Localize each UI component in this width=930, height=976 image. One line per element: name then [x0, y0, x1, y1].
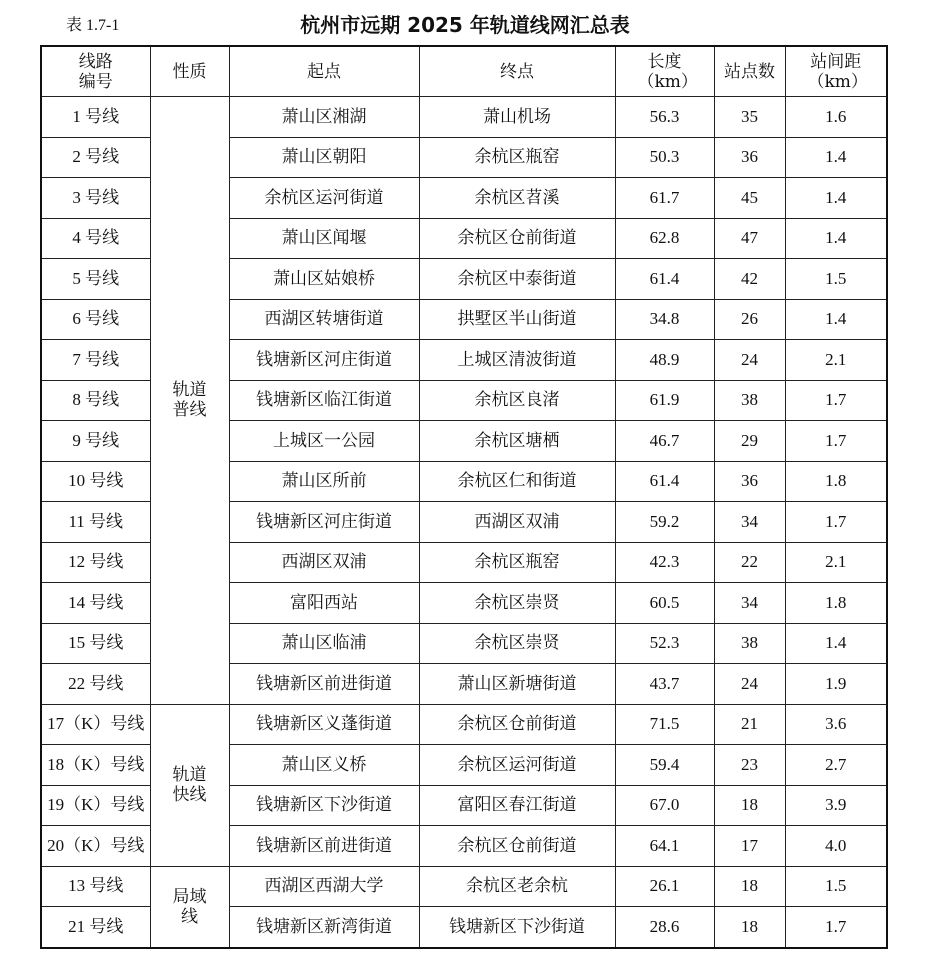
header-start: 起点: [229, 46, 419, 97]
cell-start: 富阳西站: [229, 583, 419, 624]
cell-length: 56.3: [615, 97, 714, 138]
cell-stations: 45: [714, 178, 785, 219]
cell-line: 4 号线: [41, 218, 150, 259]
cell-start: 西湖区双浦: [229, 542, 419, 583]
cell-stations: 38: [714, 380, 785, 421]
table-title: 杭州市远期 2025 年轨道线网汇总表: [300, 13, 630, 37]
table-row: [41, 97, 887, 138]
cell-stations: 22: [714, 542, 785, 583]
cell-start: 西湖区西湖大学: [229, 866, 419, 907]
cell-spacing: 2.1: [785, 542, 887, 583]
header-type: 性质: [150, 46, 229, 97]
cell-line: 14 号线: [41, 583, 150, 624]
header-row: [41, 46, 887, 97]
header-stations: 站点数: [714, 46, 785, 97]
cell-spacing: 1.6: [785, 97, 887, 138]
cell-end: 上城区清波街道: [419, 340, 615, 381]
cell-length: 61.7: [615, 178, 714, 219]
cell-stations: 42: [714, 259, 785, 300]
cell-length: 52.3: [615, 623, 714, 664]
cell-spacing: 1.4: [785, 137, 887, 178]
cell-spacing: 1.4: [785, 623, 887, 664]
cell-spacing: 1.4: [785, 299, 887, 340]
cell-line: 9 号线: [41, 421, 150, 462]
cell-line: 6 号线: [41, 299, 150, 340]
cell-end: 余杭区塘栖: [419, 421, 615, 462]
cell-type: 轨道快线: [150, 704, 229, 866]
cell-end: 余杭区仓前街道: [419, 704, 615, 745]
cell-stations: 23: [714, 745, 785, 786]
cell-line: 21 号线: [41, 907, 150, 948]
cell-stations: 35: [714, 97, 785, 138]
cell-spacing: 1.8: [785, 461, 887, 502]
cell-spacing: 4.0: [785, 826, 887, 867]
cell-spacing: 1.5: [785, 866, 887, 907]
cell-start: 萧山区闻堰: [229, 218, 419, 259]
cell-stations: 34: [714, 502, 785, 543]
cell-start: 萧山区朝阳: [229, 137, 419, 178]
cell-spacing: 1.7: [785, 907, 887, 948]
cell-length: 61.9: [615, 380, 714, 421]
cell-length: 71.5: [615, 704, 714, 745]
cell-end: 余杭区崇贤: [419, 623, 615, 664]
cell-spacing: 3.9: [785, 785, 887, 826]
cell-end: 拱墅区半山街道: [419, 299, 615, 340]
cell-length: 67.0: [615, 785, 714, 826]
table-row: [41, 704, 887, 745]
cell-line: 18（K）号线: [41, 745, 150, 786]
cell-type: 局域线: [150, 866, 229, 948]
cell-line: 2 号线: [41, 137, 150, 178]
cell-length: 48.9: [615, 340, 714, 381]
cell-line: 17（K）号线: [41, 704, 150, 745]
cell-length: 59.4: [615, 745, 714, 786]
cell-spacing: 1.5: [785, 259, 887, 300]
cell-end: 余杭区仓前街道: [419, 826, 615, 867]
cell-spacing: 1.4: [785, 178, 887, 219]
cell-spacing: 1.7: [785, 380, 887, 421]
cell-start: 钱塘新区临江街道: [229, 380, 419, 421]
cell-start: 钱塘新区义蓬街道: [229, 704, 419, 745]
header-end: 终点: [419, 46, 615, 97]
cell-end: 余杭区良渚: [419, 380, 615, 421]
cell-line: 20（K）号线: [41, 826, 150, 867]
cell-spacing: 2.1: [785, 340, 887, 381]
cell-stations: 47: [714, 218, 785, 259]
cell-line: 7 号线: [41, 340, 150, 381]
cell-end: 余杭区瓶窑: [419, 542, 615, 583]
cell-start: 钱塘新区河庄街道: [229, 340, 419, 381]
cell-start: 钱塘新区河庄街道: [229, 502, 419, 543]
cell-line: 11 号线: [41, 502, 150, 543]
cell-stations: 24: [714, 340, 785, 381]
cell-line: 13 号线: [41, 866, 150, 907]
cell-line: 12 号线: [41, 542, 150, 583]
cell-end: 余杭区崇贤: [419, 583, 615, 624]
cell-end: 余杭区运河街道: [419, 745, 615, 786]
cell-stations: 18: [714, 866, 785, 907]
cell-spacing: 1.4: [785, 218, 887, 259]
cell-start: 余杭区运河街道: [229, 178, 419, 219]
cell-stations: 38: [714, 623, 785, 664]
cell-stations: 36: [714, 461, 785, 502]
cell-start: 钱塘新区下沙街道: [229, 785, 419, 826]
cell-length: 34.8: [615, 299, 714, 340]
cell-length: 61.4: [615, 259, 714, 300]
cell-start: 萧山区临浦: [229, 623, 419, 664]
cell-length: 61.4: [615, 461, 714, 502]
cell-length: 64.1: [615, 826, 714, 867]
cell-stations: 18: [714, 785, 785, 826]
cell-end: 萧山区新塘街道: [419, 664, 615, 705]
cell-end: 余杭区瓶窑: [419, 137, 615, 178]
cell-line: 3 号线: [41, 178, 150, 219]
rail-network-table: [40, 45, 888, 949]
cell-end: 余杭区中泰街道: [419, 259, 615, 300]
cell-line: 15 号线: [41, 623, 150, 664]
cell-stations: 36: [714, 137, 785, 178]
cell-end: 余杭区苕溪: [419, 178, 615, 219]
cell-start: 萧山区湘湖: [229, 97, 419, 138]
cell-stations: 18: [714, 907, 785, 948]
cell-length: 50.3: [615, 137, 714, 178]
cell-stations: 29: [714, 421, 785, 462]
cell-spacing: 1.7: [785, 421, 887, 462]
cell-start: 萧山区所前: [229, 461, 419, 502]
cell-length: 46.7: [615, 421, 714, 462]
table-label: 表 1.7-1: [66, 17, 120, 34]
cell-length: 59.2: [615, 502, 714, 543]
cell-end: 富阳区春江街道: [419, 785, 615, 826]
header-line: 线路编号: [41, 46, 150, 97]
cell-type: 轨道普线: [150, 97, 229, 705]
table-row: [41, 866, 887, 907]
cell-start: 钱塘新区前进街道: [229, 826, 419, 867]
cell-start: 钱塘新区新湾街道: [229, 907, 419, 948]
cell-line: 19（K）号线: [41, 785, 150, 826]
cell-length: 26.1: [615, 866, 714, 907]
cell-length: 28.6: [615, 907, 714, 948]
cell-line: 5 号线: [41, 259, 150, 300]
cell-length: 60.5: [615, 583, 714, 624]
cell-length: 42.3: [615, 542, 714, 583]
cell-length: 43.7: [615, 664, 714, 705]
cell-spacing: 1.7: [785, 502, 887, 543]
cell-stations: 21: [714, 704, 785, 745]
cell-end: 钱塘新区下沙街道: [419, 907, 615, 948]
cell-stations: 24: [714, 664, 785, 705]
cell-start: 上城区一公园: [229, 421, 419, 462]
cell-end: 西湖区双浦: [419, 502, 615, 543]
cell-spacing: 3.6: [785, 704, 887, 745]
cell-start: 钱塘新区前进街道: [229, 664, 419, 705]
cell-start: 萧山区义桥: [229, 745, 419, 786]
cell-start: 萧山区姑娘桥: [229, 259, 419, 300]
cell-spacing: 1.8: [785, 583, 887, 624]
cell-stations: 26: [714, 299, 785, 340]
cell-line: 10 号线: [41, 461, 150, 502]
cell-length: 62.8: [615, 218, 714, 259]
header-spacing: 站间距（km）: [785, 46, 887, 97]
cell-spacing: 2.7: [785, 745, 887, 786]
cell-end: 萧山机场: [419, 97, 615, 138]
cell-line: 22 号线: [41, 664, 150, 705]
cell-stations: 17: [714, 826, 785, 867]
cell-spacing: 1.9: [785, 664, 887, 705]
cell-end: 余杭区仓前街道: [419, 218, 615, 259]
cell-end: 余杭区仁和街道: [419, 461, 615, 502]
cell-stations: 34: [714, 583, 785, 624]
cell-start: 西湖区转塘街道: [229, 299, 419, 340]
cell-line: 8 号线: [41, 380, 150, 421]
cell-end: 余杭区老余杭: [419, 866, 615, 907]
header-length: 长度（km）: [615, 46, 714, 97]
cell-line: 1 号线: [41, 97, 150, 138]
